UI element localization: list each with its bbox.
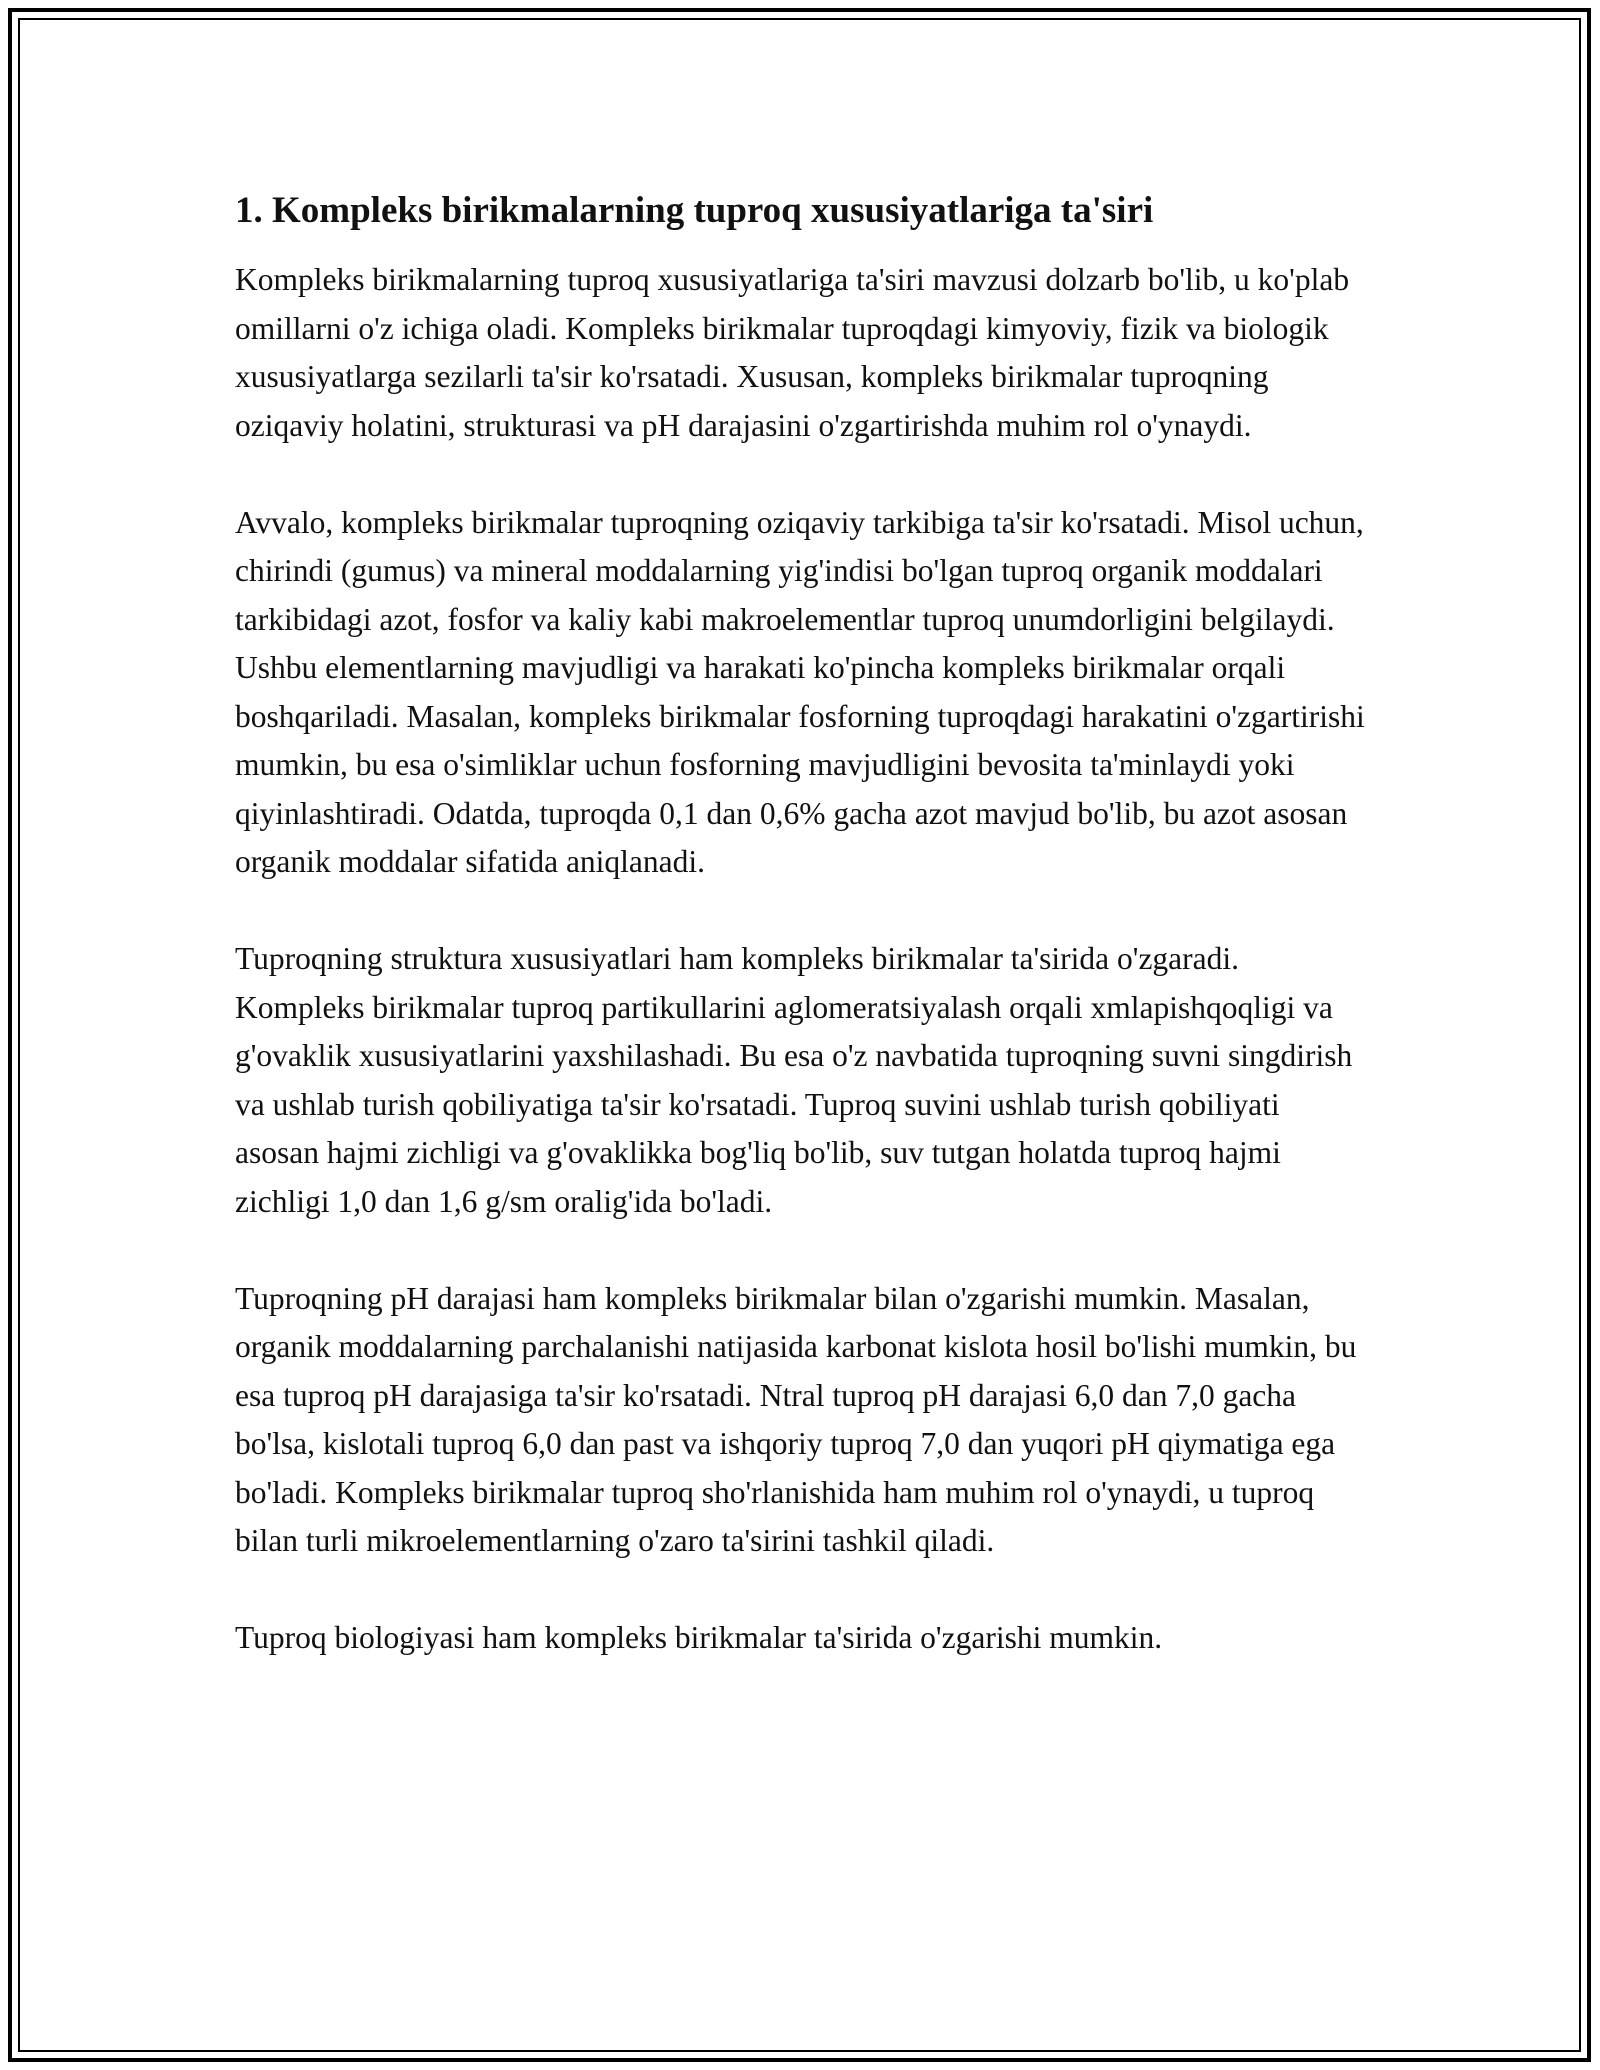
paragraph-ph: Tuproqning pH darajasi ham kompleks birikmalar bilan o'zgarishi mumkin. Masalan, organik moddalarning parchalanishi natijasida karbonat kislota hosil bo'lishi mumkin, bu esa tuproq pH darajasiga ta'sir ko'rsatadi. Ntral tuproq pH darajasi 6,0 dan 7,0 gacha bo'lsa, kislotali tuproq 6,0 dan past va ishqoriy tuproq 7,0 dan yuqori pH qiymatiga ega bo'ladi. Kompleks birikmalar tuproq sho'rlanishida ham muhim rol o'ynaydi, u tuproq bilan turli mikroelementlarning o'zaro ta'sirini tashkil qiladi. xyxy=(235,1280,1357,1558)
paragraph-nutrients: Avvalo, kompleks birikmalar tuproqning oziqaviy tarkibiga ta'sir ko'rsatadi. Misol uchun, chirindi (gumus) va mineral moddalarning yig'indisi bo'lgan tuproq organik moddalari tarkibidagi azot, fosfor va kaliy kabi makroelementlar tuproq unumdorligini belgilaydi. Ushbu elementlarning mavjudligi va harakati ko'pincha kompleks birikmalar orqali boshqariladi. Masalan, kompleks birikmalar fosforning tuproqdagi harakatini o'zgartirishi mumkin, bu esa o'simliklar uchun fosforning mavjudligini bevosita ta'minlaydi yoki qiyinlashtiradi. Odatda, tuproqda 0,1 dan 0,6% gacha azot mavjud bo'lib, bu azot asosan organik moddalar sifatida aniqlanadi. xyxy=(235,504,1365,879)
paragraph-structure: Tuproqning struktura xususiyatlari ham kompleks birikmalar ta'sirida o'zgaradi. Kompleks birikmalar tuproq partikullarini aglomeratsiyalash orqali xmlapishqoqligi va g'ovaklik xususiyatlarini yaxshilashadi. Bu esa o'z navbatida tuproqning suvni singdirish va ushlab turish qobiliyatiga ta'sir ko'rsatadi. Tuproq suvini ushlab turish qobiliyati asosan hajmi zichligi va g'ovaklikka bog'liq bo'lib, suv tutgan holatda tuproq hajmi zichligi 1,0 dan 1,6 g/sm oralig'ida bo'ladi. xyxy=(235,941,1353,1219)
document-body xyxy=(235,186,1365,1711)
section-heading: 1. Kompleks birikmalarning tuproq xususiyatlariga ta'siri xyxy=(235,190,1154,231)
paragraph-intro: Kompleks birikmalarning tuproq xususiyatlariga ta'siri mavzusi dolzarb bo'lib, u ko'plab omillarni o'z ichiga oladi. Kompleks birikmalar tuproqdagi kimyoviy, fizik va biologik xususiyatlarga sezilarli ta'sir ko'rsatadi. Xususan, kompleks birikmalar tuproqning oziqaviy holatini, strukturasi va pH darajasini o'zgartirishda muhim rol o'ynaydi. xyxy=(235,262,1350,443)
paragraph-biology: Tuproq biologiyasi ham kompleks birikmalar ta'sirida o'zgarishi mumkin. xyxy=(235,1620,1163,1655)
